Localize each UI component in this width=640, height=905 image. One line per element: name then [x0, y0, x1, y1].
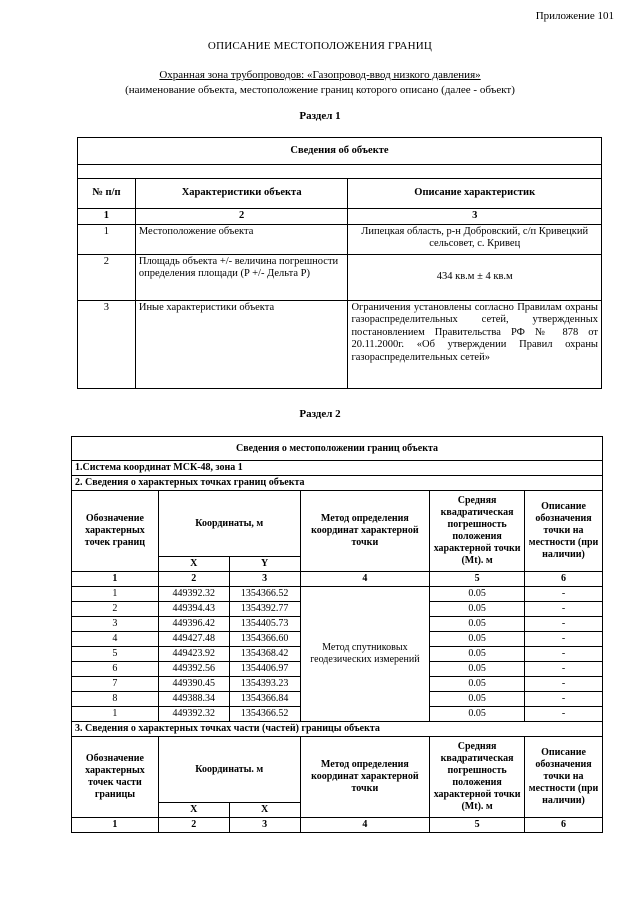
p3-col-header-x1: X: [158, 803, 229, 818]
p3-col-header-mt: Средняя квадратическая погрешность положения характерной точки (Mt). м: [430, 737, 525, 818]
table-row: [78, 224, 602, 254]
section2-heading: Раздел 2: [299, 408, 341, 420]
point-num: 8: [72, 692, 159, 707]
object-info-title: Сведения об объекте: [78, 138, 602, 165]
index-cell: 3: [229, 818, 300, 833]
row-desc: Липецкая область, р-н Добровский, с/п Кривецкий сельсовет, с. Кривец: [348, 224, 602, 254]
point-num: 3: [72, 617, 159, 632]
col-header-mt: Средняя квадратическая погрешность положения характерной точки (Mt). м: [430, 491, 525, 572]
point-desc: -: [525, 587, 603, 602]
row-char: Иные характеристики объекта: [135, 300, 348, 388]
point-desc: -: [525, 617, 603, 632]
point-mt: 0.05: [430, 617, 525, 632]
point-desc: -: [525, 647, 603, 662]
boundary-table-title: Сведения о местоположении границ объекта: [72, 437, 603, 461]
col-header-char: Характеристики объекта: [135, 179, 348, 209]
point-num: 5: [72, 647, 159, 662]
object-name: [0, 69, 640, 81]
col-header-method: Метод определения координат характерной точки: [300, 491, 430, 572]
index-cell: 2: [135, 209, 348, 225]
point-desc: -: [525, 602, 603, 617]
point-mt: 0.05: [430, 632, 525, 647]
index-cell: 6: [525, 818, 603, 833]
row-num: 3: [78, 300, 136, 388]
index-cell: 5: [430, 818, 525, 833]
point-y: 1354366.52: [229, 587, 300, 602]
point-num: 1: [72, 587, 159, 602]
point-desc: -: [525, 692, 603, 707]
row-char: Площадь объекта +/- величина погрешности определения площади (P +/- Дельта P): [135, 254, 348, 300]
point-mt: 0.05: [430, 587, 525, 602]
point-x: 449427.48: [158, 632, 229, 647]
point-num: 1: [72, 707, 159, 722]
col-header-desc: Описание характеристик: [348, 179, 602, 209]
appendix-label: Приложение 101: [535, 10, 614, 22]
point-desc: -: [525, 707, 603, 722]
point-y: 1354405.73: [229, 617, 300, 632]
point-desc: -: [525, 677, 603, 692]
index-cell: 1: [72, 818, 159, 833]
index-cell: 4: [300, 818, 430, 833]
point-x: 449390.45: [158, 677, 229, 692]
object-note: (наименование объекта, местоположение границ которого описано (далее - объект): [125, 84, 515, 96]
point-y: 1354368.42: [229, 647, 300, 662]
row-num: 2: [78, 254, 136, 300]
point-mt: 0.05: [430, 647, 525, 662]
point-x: 449392.32: [158, 587, 229, 602]
point-y: 1354393.23: [229, 677, 300, 692]
point-num: 6: [72, 662, 159, 677]
method-cell: Метод спутниковых геодезических измерений: [300, 587, 430, 722]
point-mt: 0.05: [430, 677, 525, 692]
section1-heading: Раздел 1: [299, 110, 341, 122]
index-cell: 1: [72, 572, 159, 587]
point-y: 1354392.77: [229, 602, 300, 617]
point-y: 1354366.60: [229, 632, 300, 647]
point-y: 1354406.97: [229, 662, 300, 677]
table-row: [78, 254, 602, 300]
row-desc: 434 кв.м ± 4 кв.м: [348, 254, 602, 300]
point-x: 449394.43: [158, 602, 229, 617]
col-header-desc: Описание обозначения точки на местности (при наличии): [525, 491, 603, 572]
index-cell: 3: [348, 209, 602, 225]
p3-col-header-method: Метод определения координат характерной точки: [300, 737, 430, 818]
document-title: ОПИСАНИЕ МЕСТОПОЛОЖЕНИЯ ГРАНИЦ: [207, 40, 433, 52]
point-mt: 0.05: [430, 692, 525, 707]
index-cell: 3: [229, 572, 300, 587]
point-desc: -: [525, 662, 603, 677]
point-x: 449392.56: [158, 662, 229, 677]
p3-col-header-desc: Описание обозначения точки на местности (при наличии): [525, 737, 603, 818]
col-header-coords: Координаты, м: [158, 491, 300, 557]
point-x: 449423.92: [158, 647, 229, 662]
part3-title: 3. Сведения о характерных точках части (частей) границы объекта: [72, 722, 603, 737]
table-row: [78, 300, 602, 388]
point-mt: 0.05: [430, 602, 525, 617]
coord-system: 1.Система координат МСК-48, зона 1: [72, 461, 603, 476]
p3-col-header-coords: Координаты. м: [158, 737, 300, 803]
index-cell: 2: [158, 818, 229, 833]
point-y: 1354366.84: [229, 692, 300, 707]
index-cell: 2: [158, 572, 229, 587]
index-cell: 1: [78, 209, 136, 225]
index-cell: 5: [430, 572, 525, 587]
row-char: Местоположение объекта: [135, 224, 348, 254]
col-header-num: № п/п: [78, 179, 136, 209]
index-cell: 4: [300, 572, 430, 587]
point-x: 449392.32: [158, 707, 229, 722]
index-cell: 6: [525, 572, 603, 587]
point-desc: -: [525, 632, 603, 647]
table-row: [72, 587, 603, 602]
p3-col-header-x2: X: [229, 803, 300, 818]
point-x: 449396.42: [158, 617, 229, 632]
point-mt: 0.05: [430, 662, 525, 677]
point-mt: 0.05: [430, 707, 525, 722]
row-desc: Ограничения установлены согласно Правилам охраны газораспределительных сетей, утвержденных постановлением Правительства РФ № 878 от 20.11.2000г. «Об утверждении Правил охраны газораспределительных сетей»: [348, 300, 602, 388]
col-header-point: Обозначение характерных точек границ: [72, 491, 159, 572]
point-num: 2: [72, 602, 159, 617]
point-num: 4: [72, 632, 159, 647]
spacer-row: [78, 165, 602, 179]
object-info-table: [77, 137, 602, 389]
boundary-table: [71, 436, 603, 833]
part2-title: 2. Сведения о характерных точках границ объекта: [72, 476, 603, 491]
col-header-x: X: [158, 557, 229, 572]
object-name-text: Охранная зона трубопроводов: «Газопровод-ввод низкого давления»: [159, 69, 481, 81]
point-y: 1354366.52: [229, 707, 300, 722]
point-num: 7: [72, 677, 159, 692]
point-x: 449388.34: [158, 692, 229, 707]
p3-col-header-point: Обозначение характерных точек части границы: [72, 737, 159, 818]
row-num: 1: [78, 224, 136, 254]
col-header-y: Y: [229, 557, 300, 572]
